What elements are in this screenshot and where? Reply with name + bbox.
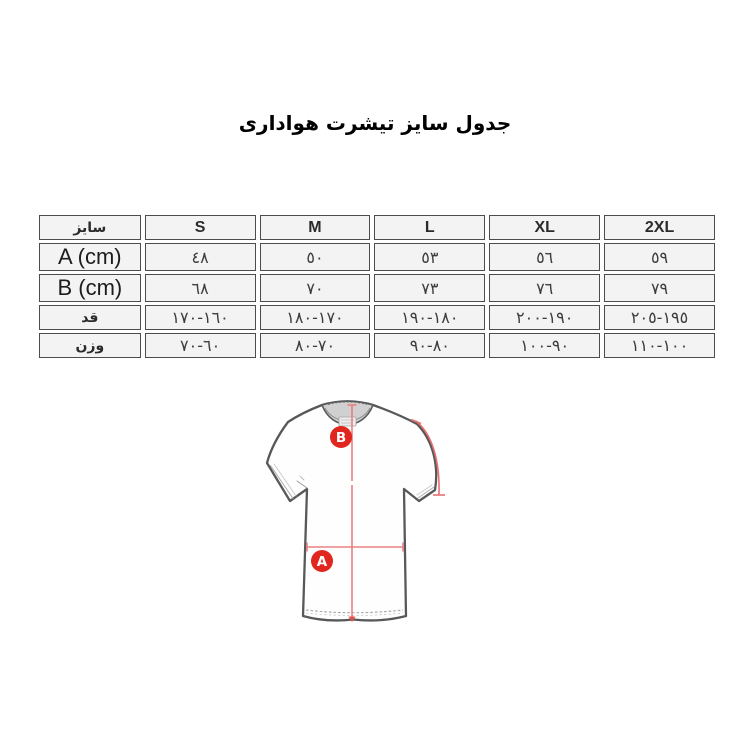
col-header-2xl: 2XL	[604, 215, 715, 240]
measure-a-marker	[311, 550, 333, 572]
col-header-size: سایز	[39, 215, 141, 240]
size-table	[35, 212, 719, 361]
cell-height-m: ١٧٠-١٨٠	[260, 305, 371, 330]
tshirt-diagram	[250, 388, 450, 628]
cell-height-2xl: ١٩٥-٢٠٥	[604, 305, 715, 330]
cell-a-s: ٤٨	[145, 243, 256, 271]
measure-b-marker	[330, 426, 352, 448]
row-label-weight: وزن	[39, 333, 141, 358]
cell-height-s: ١٦٠-١٧٠	[145, 305, 256, 330]
cell-b-s: ٦٨	[145, 274, 256, 302]
cell-weight-xl: ٩٠-١٠٠	[489, 333, 600, 358]
svg-text:B: B	[335, 429, 347, 446]
cell-b-l: ٧٣	[374, 274, 485, 302]
col-header-l: L	[374, 215, 485, 240]
cell-weight-2xl: ١٠٠-١١٠	[604, 333, 715, 358]
cell-height-xl: ١٩٠-٢٠٠	[489, 305, 600, 330]
cell-b-m: ٧٠	[260, 274, 371, 302]
cell-weight-s: ٦٠-٧٠	[145, 333, 256, 358]
col-header-s: S	[145, 215, 256, 240]
page-title: جدول سایز تیشرت هواداری	[238, 111, 512, 135]
cell-a-m: ٥٠	[260, 243, 371, 271]
cell-weight-l: ٨٠-٩٠	[374, 333, 485, 358]
cell-b-xl: ٧٦	[489, 274, 600, 302]
cell-a-l: ٥٣	[374, 243, 485, 271]
cell-b-2xl: ٧٩	[604, 274, 715, 302]
table-row-weight	[39, 333, 715, 358]
cell-a-xl: ٥٦	[489, 243, 600, 271]
col-header-m: M	[260, 215, 371, 240]
header-row	[39, 215, 715, 240]
row-label-height: قد	[39, 305, 141, 330]
cell-height-l: ١٨٠-١٩٠	[374, 305, 485, 330]
cell-a-2xl: ٥٩	[604, 243, 715, 271]
svg-text:A: A	[316, 553, 328, 570]
table-row-b	[39, 274, 715, 302]
table-row-a	[39, 243, 715, 271]
col-header-xl: XL	[489, 215, 600, 240]
row-label-a: A (cm)	[39, 243, 141, 271]
neck-label	[339, 417, 356, 426]
cell-weight-m: ٧٠-٨٠	[260, 333, 371, 358]
table-row-height	[39, 305, 715, 330]
row-label-b: B (cm)	[39, 274, 141, 302]
